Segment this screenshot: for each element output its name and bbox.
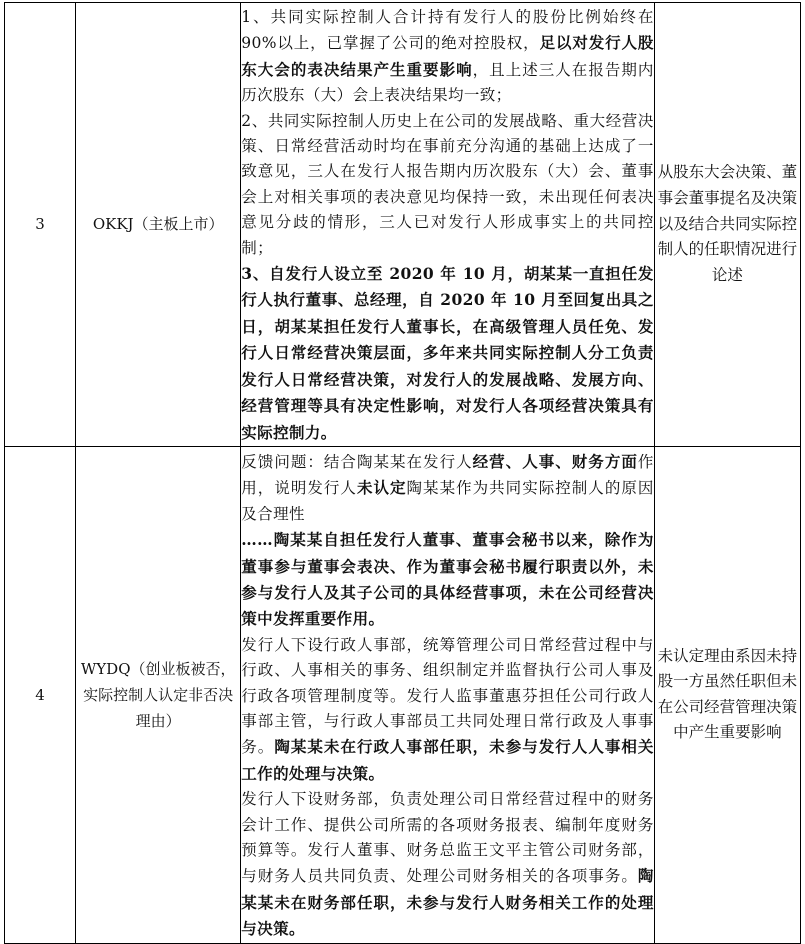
content-paragraph [241,527,654,633]
text-run: 发行人下设行政人事部，统筹管理公司日常经营过程中与行政、人事相关的事务、组织制定并监督执行公司人事及行政各项管理制度等。发行人监事董惠芬担任公司行政人事部主管，与行政人事部员工共同处理日常行政及人事事务。 [241,635,654,757]
text-run: 2、共同实际控制人历史上在公司的发展战略、重大经营决策、日常经营活动时均在事前充分沟通的基础上达成了一致意见，三人在发行人报告期内历次股东（大）会、董事会上对相关事项的表决意见均保持一致，未出现任何表决意见分歧的情形，三人已对发行人形成事实上的共同控制； [241,111,654,257]
bold-text-run: 未认定 [356,478,407,498]
company-name: WYDQ（创业板被否，实际控制人认定非否决理由） [76,446,241,943]
bold-text-run: 经营、人事、财务方面 [472,451,638,471]
row-number: 4 [5,446,76,943]
text-run: ，且上述三人在报告期内历次股东（大）会上表决结果均一致； [241,60,654,105]
analysis-content [241,3,655,447]
bold-text-run: 陶某某未在财务部任职，未参与发行人财务相关工作的处理与决策。 [241,866,654,939]
text-run: 作用，说明发行人 [241,452,654,498]
text-run: 反馈问题：结合陶某某在发行人 [241,452,473,471]
text-run: 发行人下设财务部，负责处理公司日常经营过程中的财务会计工作、提供公司所需的各项财务报表、编制年度财务预算等。发行人董事、财务总监王文平主管公司财务部，与财务人员共同负责、处理公司财务相关的各项事务。 [241,790,654,886]
text-run: 1、共同实际控制人合计持有发行人的股份比例始终在 90%以上，已掌握了公司的绝对控股权， [241,8,654,53]
bold-text-run: 3、自发行人设立至 2020 年 10 月，胡某某一直担任发行人执行董事、总经理，自 2020 年 10 月至回复出具之日，胡某某担任发行人董事长，在高级管理人员任免、发行人日常经营决策层面，多年来共同实际控制人分工负责发行人日常经营决策，对发行人的发展战略、发展方向、经营管理等具有决定性影响，对发行人各项经营决策具有实际控制力。 [241,264,654,442]
company-name: OKKJ（主板上市） [76,3,241,447]
content-paragraph [241,787,654,942]
content-paragraph [241,109,654,261]
table-row [5,3,801,447]
content-paragraph [241,633,654,787]
comparison-table [4,2,801,944]
table-row [5,446,801,943]
content-paragraphs [241,3,654,446]
text-run: 陶某某作为共同实际控制人的原因及合理性 [241,479,654,523]
bold-text-run: ……陶某某自担任发行人董事、董事会秘书以来，除作为董事参与董事会表决、作为董事会秘书履行职责以外，未参与发行人及其子公司的具体经营事项，未在公司经营决策中发挥重要作用。 [241,530,654,629]
analysis-content [241,446,655,943]
row-number: 3 [5,3,76,447]
content-paragraphs [241,447,654,943]
bold-text-run: 足以对发行人股东大会的表决结果产生重要影响 [241,33,654,79]
content-paragraph [241,449,654,527]
content-paragraph [241,261,654,446]
summary-note: 未认定理由系因未持股一方虽然任职但未在公司经营管理决策中产生重要影响 [654,446,800,943]
content-paragraph [241,5,654,109]
bold-text-run: 陶某某未在行政人事部任职，未参与发行人人事相关工作的处理与决策。 [241,737,654,783]
summary-note: 从股东大会决策、董事会董事提名及决策以及结合共同实际控制人的任职情况进行论述 [654,3,800,447]
